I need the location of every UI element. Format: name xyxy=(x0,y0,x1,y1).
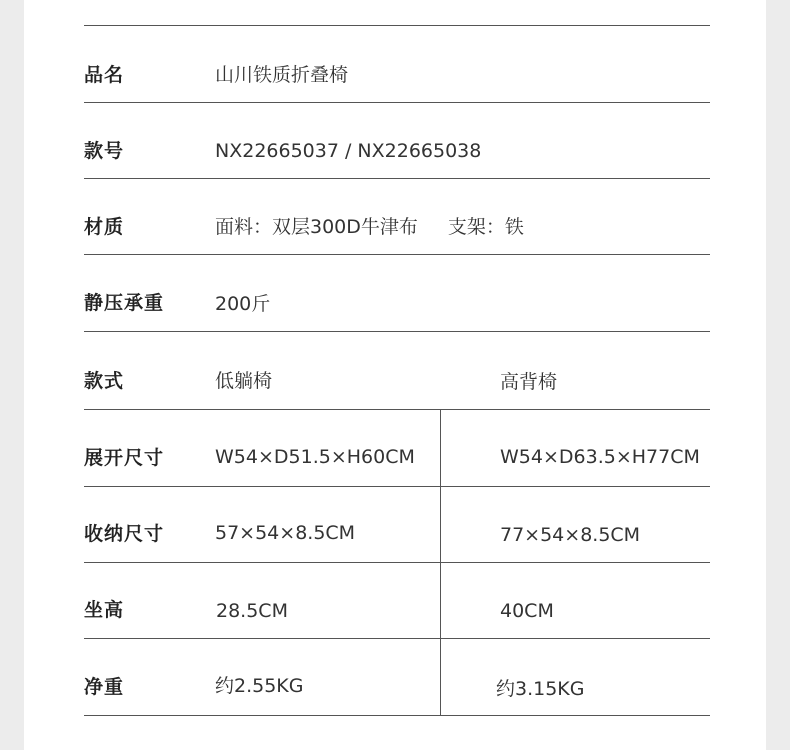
seat-height-low-value: 28.5CM xyxy=(216,600,288,622)
net-weight-low-value: 约2.55KG xyxy=(215,675,304,697)
table-rule xyxy=(84,25,710,26)
table-rule xyxy=(84,715,710,716)
table-rule xyxy=(84,254,710,255)
static-load-value: 200斤 xyxy=(215,293,271,315)
product-name-value: 山川铁质折叠椅 xyxy=(215,64,349,86)
material-value xyxy=(215,214,524,240)
model-value: NX22665037 / NX22665038 xyxy=(215,140,482,162)
model-label: 款号 xyxy=(84,140,125,162)
style-low-value: 低躺椅 xyxy=(215,370,273,392)
seat-height-high-value: 40CM xyxy=(500,600,554,622)
material-label: 材质 xyxy=(84,216,125,238)
table-rule xyxy=(84,178,710,179)
table-rule xyxy=(84,331,710,332)
folded-label: 收纳尺寸 xyxy=(84,523,165,545)
folded-low-value: 57×54×8.5CM xyxy=(215,522,356,544)
table-rule xyxy=(84,562,710,563)
folded-high-value: 77×54×8.5CM xyxy=(500,524,641,546)
table-rule xyxy=(84,102,710,103)
unfolded-label: 展开尺寸 xyxy=(84,447,165,469)
style-high-value: 高背椅 xyxy=(500,371,558,393)
static-load-label: 静压承重 xyxy=(84,292,165,314)
table-rule xyxy=(84,638,710,639)
unfolded-low-value: W54×D51.5×H60CM xyxy=(215,446,415,468)
table-rule xyxy=(84,486,710,487)
style-label: 款式 xyxy=(84,370,125,392)
net-weight-label: 净重 xyxy=(84,676,125,698)
material-frame: 支架：铁 xyxy=(447,216,524,238)
net-weight-high-value: 约3.15KG xyxy=(496,678,585,700)
material-fabric: 面料：双层300D牛津布 xyxy=(215,216,418,238)
seat-height-label: 坐高 xyxy=(84,599,125,621)
product-name-label: 品名 xyxy=(84,64,125,86)
unfolded-high-value: W54×D63.5×H77CM xyxy=(500,446,700,468)
table-rule xyxy=(84,409,710,410)
